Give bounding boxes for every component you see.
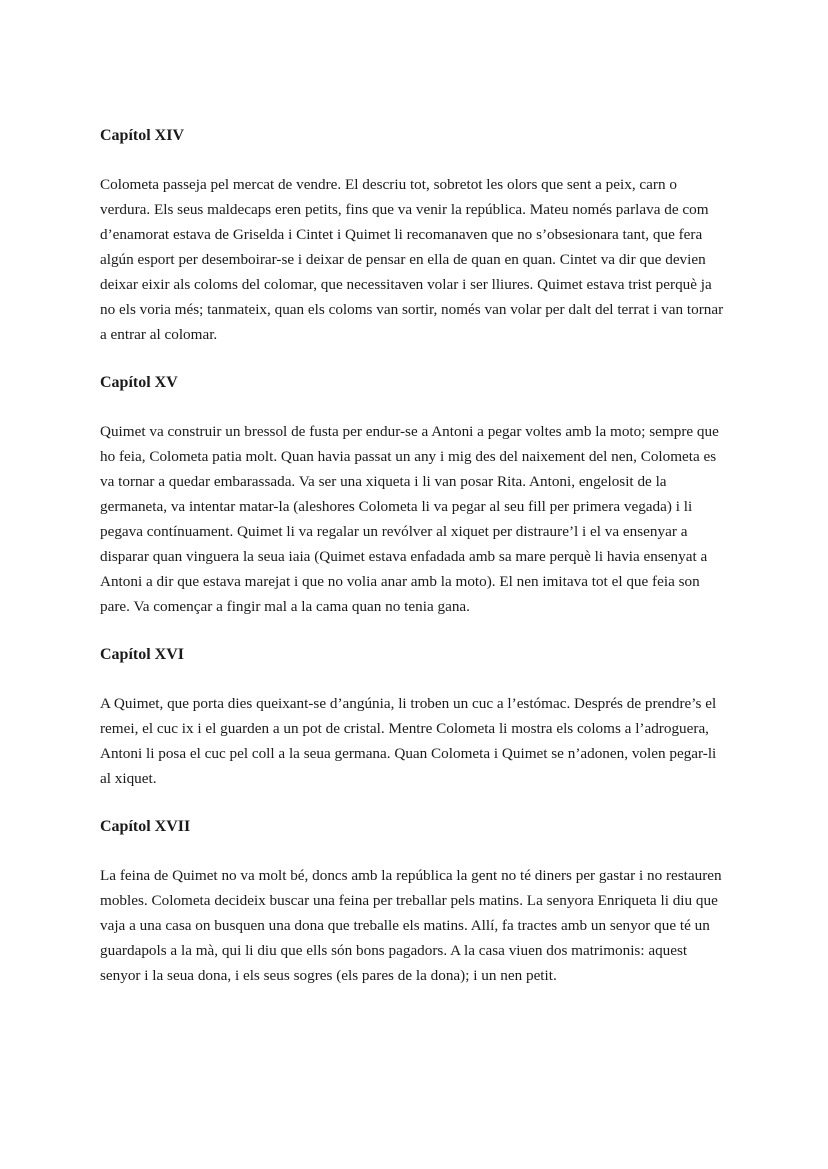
chapter-title: Capítol XV bbox=[100, 374, 178, 391]
chapter-16 bbox=[100, 643, 728, 791]
chapter-17 bbox=[100, 815, 728, 988]
chapter-title: Capítol XVII bbox=[100, 818, 191, 835]
chapter-title: Capítol XIV bbox=[100, 127, 185, 144]
chapter-text: A Quimet, que porta dies queixant-se d’angúnia, li troben un cuc a l’estómac. Després de prendre’s el remei, el cuc ix i el guarden a un pot de cristal. Mentre Colometa li mostra els coloms a l’adroguera, Antoni li posa el cuc pel coll a la seua germana. Quan Colometa i Quimet se n’adonen, volen pegar-li al xiquet. bbox=[100, 695, 717, 787]
chapter-text: Colometa passeja pel mercat de vendre. El descriu tot, sobretot les olors que sent a peix, carn o verdura. Els seus maldecaps eren petits, fins que va venir la república. Mateu només parlava de com d’enamorat estava de Griselda i Cintet i Quimet li recomanaven que no s’obsesionara tant, que fera algún esport per desemboirar-se i deixar de pensar en ella de quan en quan. Cintet va dir que devien deixar eixir als coloms del colomar, que necessitaven volar i ser lliures. Quimet estava trist perquè ja no els voria més; tanmateix, quan els coloms van sortir, només van volar per dalt del terrat i van tornar a entrar al colomar. bbox=[100, 176, 724, 343]
chapter-14 bbox=[100, 124, 728, 347]
chapter-text: Quimet va construir un bressol de fusta per endur-se a Antoni a pegar voltes amb la moto; sempre que ho feia, Colometa patia molt. Quan havia passat un any i mig des del naixement del nen, Colometa es va tornar a quedar embarassada. Va ser una xiqueta i li van posar Rita. Antoni, engelosit de la germaneta, va intentar matar-la (aleshores Colometa li va pegar al seu fill per primera vegada) i li pegava contínuament. Quimet li va regalar un revólver al xiquet per distraure’l i el va ensenyar a disparar quan vinguera la seua iaia (Quimet estava enfadada amb sa mare perquè li havia ensenyat a Antoni a dir que estava marejat i que no volia anar amb la moto). El nen imitava tot el que feia son pare. Va començar a fingir mal a la cama quan no tenia gana. bbox=[100, 423, 719, 615]
chapter-text: La feina de Quimet no va molt bé, doncs amb la república la gent no té diners per gastar i no restauren mobles. Colometa decideix buscar una feina per treballar pels matins. La senyora Enriqueta li diu que vaja a una casa on busquen una dona que treballe els matins. Allí, fa tractes amb un senyor que té un guardapols a la mà, qui li diu que ells són bons pagadors. A la casa viuen dos matrimonis: aquest senyor i la seua dona, i els seus sogres (els pares de la dona); i un nen petit. bbox=[100, 867, 722, 984]
document-page bbox=[100, 124, 728, 1012]
chapter-title: Capítol XVI bbox=[100, 646, 185, 663]
chapter-15 bbox=[100, 371, 728, 619]
